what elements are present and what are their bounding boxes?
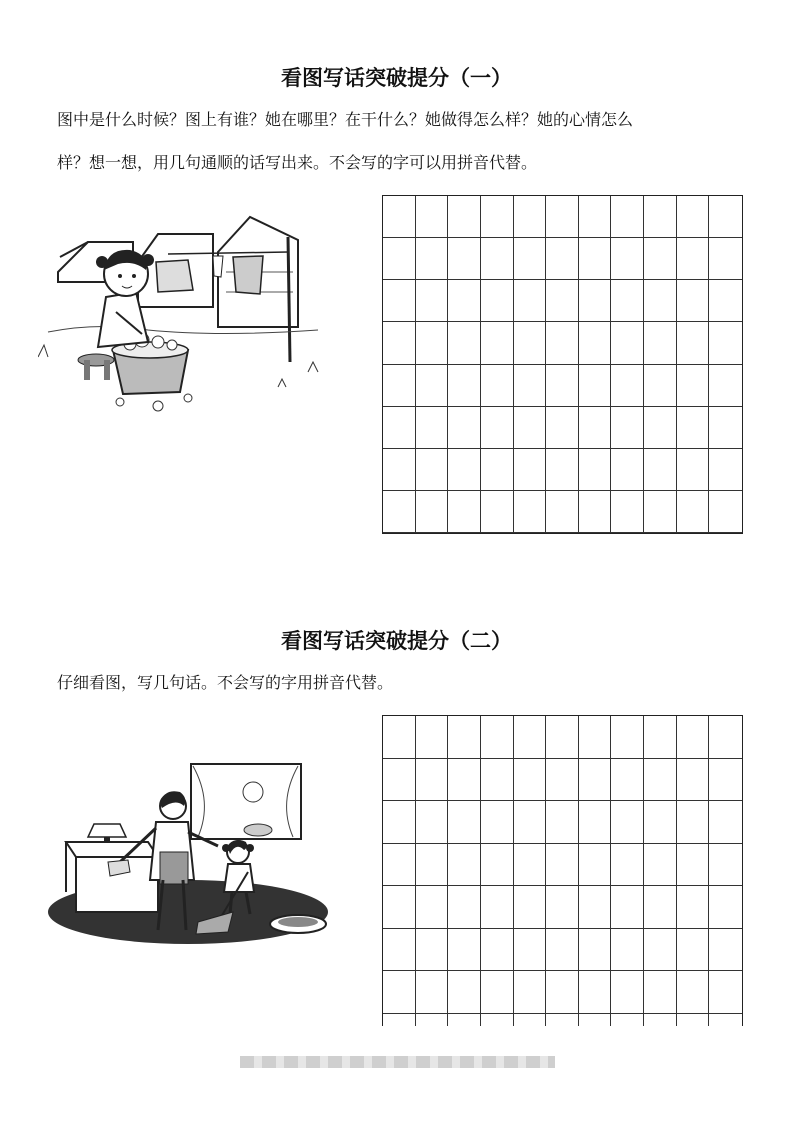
grid-cell[interactable] bbox=[514, 759, 547, 802]
grid-cell[interactable] bbox=[481, 238, 514, 280]
grid-cell[interactable] bbox=[383, 238, 416, 280]
grid-cell[interactable] bbox=[383, 365, 416, 407]
grid-cell[interactable] bbox=[514, 971, 547, 1014]
grid-cell[interactable] bbox=[677, 929, 710, 972]
grid-cell[interactable] bbox=[709, 716, 742, 759]
grid-cell[interactable] bbox=[709, 280, 742, 322]
grid-cell[interactable] bbox=[481, 844, 514, 887]
grid-cell[interactable] bbox=[416, 449, 449, 491]
grid-cell[interactable] bbox=[546, 407, 579, 449]
grid-cell[interactable] bbox=[416, 801, 449, 844]
grid-cell[interactable] bbox=[611, 886, 644, 929]
grid-cell[interactable] bbox=[611, 759, 644, 802]
mother-and-daughter-cleaning-illustration bbox=[48, 762, 338, 947]
grid-cell[interactable] bbox=[416, 322, 449, 364]
grid-cell[interactable] bbox=[481, 759, 514, 802]
grid-cell[interactable] bbox=[546, 759, 579, 802]
grid-cell[interactable] bbox=[383, 844, 416, 887]
grid-cell[interactable] bbox=[383, 971, 416, 1014]
grid-cell[interactable] bbox=[611, 365, 644, 407]
grid-cell[interactable] bbox=[579, 322, 612, 364]
grid-cell[interactable] bbox=[644, 280, 677, 322]
section1-instruction-line2: 样？想一想，用几句通顺的话写出来。不会写的字可以用拼音代替。 bbox=[57, 153, 538, 172]
grid-cell[interactable] bbox=[709, 929, 742, 972]
grid-cell[interactable] bbox=[611, 238, 644, 280]
grid-cell[interactable] bbox=[514, 238, 547, 280]
grid-cell[interactable] bbox=[383, 929, 416, 972]
grid-cell[interactable] bbox=[416, 280, 449, 322]
grid-cell[interactable] bbox=[481, 886, 514, 929]
grid-cell[interactable] bbox=[481, 407, 514, 449]
grid-cell[interactable] bbox=[383, 886, 416, 929]
grid-cell[interactable] bbox=[677, 280, 710, 322]
grid-cell[interactable] bbox=[709, 801, 742, 844]
grid-cell[interactable] bbox=[448, 365, 481, 407]
grid-cell[interactable] bbox=[546, 716, 579, 759]
grid-cell[interactable] bbox=[677, 1014, 710, 1027]
grid-cell[interactable] bbox=[579, 886, 612, 929]
grid-cell[interactable] bbox=[514, 365, 547, 407]
grid-cell[interactable] bbox=[481, 491, 514, 533]
grid-cell[interactable] bbox=[481, 449, 514, 491]
section1-writing-grid[interactable] bbox=[382, 195, 743, 534]
grid-cell[interactable] bbox=[546, 280, 579, 322]
grid-cell[interactable] bbox=[677, 801, 710, 844]
grid-cell[interactable] bbox=[481, 322, 514, 364]
grid-cell[interactable] bbox=[514, 407, 547, 449]
section2-writing-grid[interactable] bbox=[382, 715, 743, 1026]
grid-cell[interactable] bbox=[579, 365, 612, 407]
grid-cell[interactable] bbox=[677, 322, 710, 364]
grid-cell[interactable] bbox=[579, 844, 612, 887]
grid-cell[interactable] bbox=[677, 365, 710, 407]
grid-cell[interactable] bbox=[611, 716, 644, 759]
grid-cell[interactable] bbox=[579, 759, 612, 802]
grid-cell[interactable] bbox=[579, 238, 612, 280]
grid-cell[interactable] bbox=[416, 1014, 449, 1027]
grid-cell[interactable] bbox=[546, 1014, 579, 1027]
grid-cell[interactable] bbox=[579, 196, 612, 238]
grid-cell[interactable] bbox=[383, 759, 416, 802]
grid-cell[interactable] bbox=[611, 971, 644, 1014]
grid-cell[interactable] bbox=[514, 801, 547, 844]
grid-cell[interactable] bbox=[644, 407, 677, 449]
grid-cell[interactable] bbox=[677, 844, 710, 887]
grid-cell[interactable] bbox=[448, 886, 481, 929]
grid-cell[interactable] bbox=[383, 449, 416, 491]
grid-cell[interactable] bbox=[644, 886, 677, 929]
grid-cell[interactable] bbox=[514, 280, 547, 322]
grid-cell[interactable] bbox=[611, 491, 644, 533]
grid-cell[interactable] bbox=[644, 929, 677, 972]
grid-cell[interactable] bbox=[546, 844, 579, 887]
grid-cell[interactable] bbox=[644, 844, 677, 887]
grid-cell[interactable] bbox=[677, 238, 710, 280]
grid-cell[interactable] bbox=[448, 196, 481, 238]
grid-cell[interactable] bbox=[546, 238, 579, 280]
grid-cell[interactable] bbox=[416, 238, 449, 280]
grid-cell[interactable] bbox=[416, 716, 449, 759]
grid-cell[interactable] bbox=[644, 238, 677, 280]
grid-cell[interactable] bbox=[579, 280, 612, 322]
grid-cell[interactable] bbox=[546, 449, 579, 491]
blurred-footer-watermark bbox=[240, 1056, 555, 1068]
grid-cell[interactable] bbox=[448, 238, 481, 280]
grid-cell[interactable] bbox=[611, 280, 644, 322]
grid-cell[interactable] bbox=[579, 491, 612, 533]
grid-cell[interactable] bbox=[644, 322, 677, 364]
section1-instruction-line1: 图中是什么时候？图上有谁？她在哪里？在干什么？她做得怎么样？她的心情怎么 bbox=[57, 110, 634, 129]
grid-cell[interactable] bbox=[677, 886, 710, 929]
section1-title: 看图写话突破提分（一） bbox=[281, 65, 512, 90]
grid-cell[interactable] bbox=[448, 716, 481, 759]
grid-cell[interactable] bbox=[611, 449, 644, 491]
grid-cell[interactable] bbox=[644, 971, 677, 1014]
grid-cell[interactable] bbox=[579, 929, 612, 972]
grid-cell[interactable] bbox=[416, 196, 449, 238]
grid-cell[interactable] bbox=[514, 844, 547, 887]
section2-instruction: 仔细看图，写几句话。不会写的字用拼音代替。 bbox=[57, 673, 394, 692]
grid-cell[interactable] bbox=[709, 886, 742, 929]
grid-cell[interactable] bbox=[644, 196, 677, 238]
grid-cell[interactable] bbox=[579, 1014, 612, 1027]
grid-cell[interactable] bbox=[709, 1014, 742, 1027]
grid-cell[interactable] bbox=[709, 407, 742, 449]
grid-cell[interactable] bbox=[383, 322, 416, 364]
grid-cell[interactable] bbox=[709, 844, 742, 887]
grid-cell[interactable] bbox=[514, 1014, 547, 1027]
grid-cell[interactable] bbox=[514, 886, 547, 929]
grid-cell[interactable] bbox=[383, 716, 416, 759]
grid-cell[interactable] bbox=[448, 407, 481, 449]
grid-cell[interactable] bbox=[611, 196, 644, 238]
grid-cell[interactable] bbox=[514, 449, 547, 491]
grid-cell[interactable] bbox=[481, 929, 514, 972]
grid-cell[interactable] bbox=[448, 929, 481, 972]
grid-cell[interactable] bbox=[709, 491, 742, 533]
grid-cell[interactable] bbox=[611, 1014, 644, 1027]
grid-cell[interactable] bbox=[677, 449, 710, 491]
grid-cell[interactable] bbox=[383, 801, 416, 844]
grid-cell[interactable] bbox=[546, 322, 579, 364]
grid-cell[interactable] bbox=[448, 844, 481, 887]
grid-cell[interactable] bbox=[448, 1014, 481, 1027]
grid-cell[interactable] bbox=[481, 280, 514, 322]
grid-cell[interactable] bbox=[383, 196, 416, 238]
grid-cell[interactable] bbox=[416, 929, 449, 972]
grid-cell[interactable] bbox=[611, 929, 644, 972]
grid-cell[interactable] bbox=[546, 886, 579, 929]
grid-cell[interactable] bbox=[514, 929, 547, 972]
grid-cell[interactable] bbox=[546, 801, 579, 844]
grid-cell[interactable] bbox=[383, 1014, 416, 1027]
grid-cell[interactable] bbox=[448, 759, 481, 802]
grid-cell[interactable] bbox=[416, 886, 449, 929]
section2-title: 看图写话突破提分（二） bbox=[281, 628, 512, 653]
grid-cell[interactable] bbox=[709, 238, 742, 280]
grid-cell[interactable] bbox=[383, 407, 416, 449]
grid-cell[interactable] bbox=[644, 449, 677, 491]
grid-cell[interactable] bbox=[481, 1014, 514, 1027]
grid-cell[interactable] bbox=[677, 759, 710, 802]
grid-cell[interactable] bbox=[481, 801, 514, 844]
grid-cell[interactable] bbox=[546, 971, 579, 1014]
grid-cell[interactable] bbox=[481, 716, 514, 759]
grid-cell[interactable] bbox=[448, 491, 481, 533]
grid-cell[interactable] bbox=[709, 449, 742, 491]
grid-cell[interactable] bbox=[644, 1014, 677, 1027]
grid-cell[interactable] bbox=[677, 716, 710, 759]
girl-washing-clothes-illustration bbox=[38, 212, 338, 417]
grid-cell[interactable] bbox=[546, 491, 579, 533]
grid-cell[interactable] bbox=[481, 196, 514, 238]
grid-cell[interactable] bbox=[579, 407, 612, 449]
grid-cell[interactable] bbox=[709, 365, 742, 407]
grid-cell[interactable] bbox=[644, 365, 677, 407]
grid-cell[interactable] bbox=[448, 971, 481, 1014]
grid-cell[interactable] bbox=[514, 716, 547, 759]
grid-cell[interactable] bbox=[677, 491, 710, 533]
grid-cell[interactable] bbox=[644, 716, 677, 759]
grid-cell[interactable] bbox=[611, 801, 644, 844]
grid-cell[interactable] bbox=[579, 449, 612, 491]
grid-cell[interactable] bbox=[448, 801, 481, 844]
grid-cell[interactable] bbox=[514, 196, 547, 238]
grid-cell[interactable] bbox=[383, 280, 416, 322]
grid-cell[interactable] bbox=[579, 716, 612, 759]
grid-cell[interactable] bbox=[709, 971, 742, 1014]
grid-cell[interactable] bbox=[416, 971, 449, 1014]
grid-cell[interactable] bbox=[416, 759, 449, 802]
grid-cell[interactable] bbox=[644, 759, 677, 802]
grid-cell[interactable] bbox=[383, 491, 416, 533]
grid-cell[interactable] bbox=[546, 196, 579, 238]
grid-cell[interactable] bbox=[546, 929, 579, 972]
grid-cell[interactable] bbox=[448, 322, 481, 364]
grid-cell[interactable] bbox=[416, 491, 449, 533]
grid-cell[interactable] bbox=[481, 971, 514, 1014]
grid-cell[interactable] bbox=[611, 844, 644, 887]
grid-cell[interactable] bbox=[448, 449, 481, 491]
grid-cell[interactable] bbox=[579, 971, 612, 1014]
grid-cell[interactable] bbox=[416, 407, 449, 449]
grid-cell[interactable] bbox=[416, 365, 449, 407]
grid-cell[interactable] bbox=[514, 322, 547, 364]
grid-cell[interactable] bbox=[709, 759, 742, 802]
grid-cell[interactable] bbox=[644, 801, 677, 844]
grid-cell[interactable] bbox=[579, 801, 612, 844]
grid-cell[interactable] bbox=[481, 365, 514, 407]
grid-cell[interactable] bbox=[677, 407, 710, 449]
grid-cell[interactable] bbox=[611, 407, 644, 449]
grid-cell[interactable] bbox=[644, 491, 677, 533]
grid-cell[interactable] bbox=[677, 196, 710, 238]
grid-cell[interactable] bbox=[448, 280, 481, 322]
grid-cell[interactable] bbox=[709, 322, 742, 364]
grid-cell[interactable] bbox=[611, 322, 644, 364]
grid-cell[interactable] bbox=[677, 971, 710, 1014]
grid-cell[interactable] bbox=[514, 491, 547, 533]
grid-cell[interactable] bbox=[416, 844, 449, 887]
grid-cell[interactable] bbox=[546, 365, 579, 407]
grid-cell[interactable] bbox=[709, 196, 742, 238]
